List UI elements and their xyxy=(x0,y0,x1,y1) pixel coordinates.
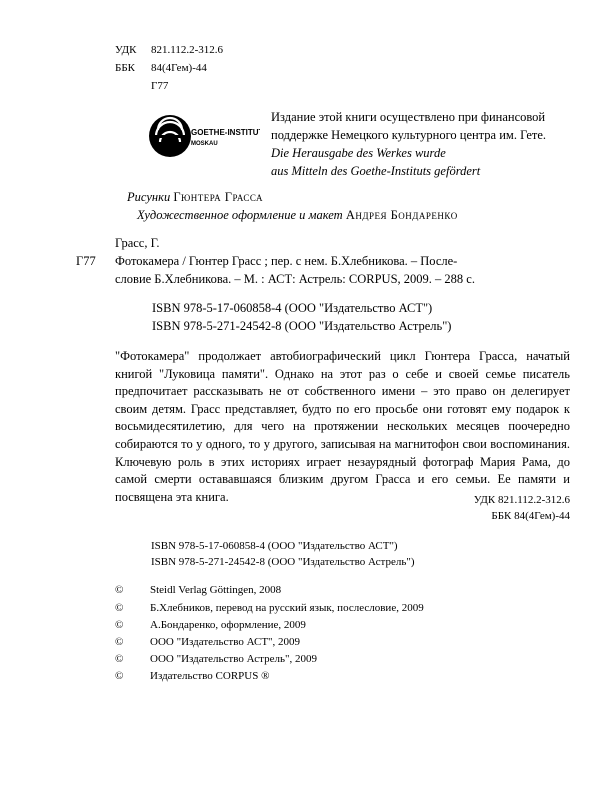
funding-line-4: aus Mitteln des Goethe-Instituts gefördert xyxy=(271,164,481,178)
record-isbn-1: ISBN 978-5-17-060858-4 (ООО "Издательство АСТ") xyxy=(152,301,433,315)
design-credit xyxy=(137,208,458,223)
annotation-paragraph: "Фотокамера" продолжает автобиографический цикл Гюнтера Грасса, начатый книгой "Луковица памяти". Однако на этот раз о себе и своей семье писатель предпочитает рассказывать не от собственного имени – это право он делегирует своим детям. Грасс представляет, будто по его просьбе они готовят ему подарок к восьмидесятилетию, для чего на протяжении нескольких месяцев поочередно собираются то у одного, то у другого, записывая на магнитофон свои воспоминания. Ключевую роль в этих историях играет незаурядный фотограф Мария Рама, до самой смерти остававшаяся близким другом Грасса и его семьи. Ее памяти и посвящена эта книга. xyxy=(115,349,570,504)
record-isbn-2: ISBN 978-5-271-24542-8 (ООО "Издательство Астрель") xyxy=(152,319,452,333)
udk-label: УДК xyxy=(115,44,137,56)
copyright-text: Steidl Verlag Göttingen, 2008 xyxy=(150,584,282,596)
copyright-text: ООО "Издательство Астрель", 2009 xyxy=(150,653,317,665)
record-line-1: Фотокамера / Гюнтер Грасс ; пер. с нем. Б.Хлебникова. – После- xyxy=(115,254,458,268)
illustrations-prefix: Рисунки xyxy=(127,190,171,204)
copyright-line xyxy=(115,636,300,648)
footer-isbn-2: ISBN 978-5-271-24542-8 (ООО "Издательство Астрель") xyxy=(151,556,415,568)
udk-value: 821.112.2-312.6 xyxy=(151,44,224,56)
copyright-icon: © xyxy=(115,602,124,614)
copyright-icon: © xyxy=(115,584,124,596)
funding-line-2: поддержке Немецкого культурного центра им. Гете. xyxy=(271,128,547,142)
logo-text-top: GOETHE-INSTITUT xyxy=(191,128,260,137)
copyright-line xyxy=(115,602,424,614)
design-name: Андрея Бондаренко xyxy=(345,208,458,222)
record-mark: Г77 xyxy=(76,254,96,268)
design-prefix: Художественное оформление и макет xyxy=(137,208,343,222)
author-mark: Г77 xyxy=(151,80,169,92)
copyright-text: А.Бондаренко, оформление, 2009 xyxy=(150,619,306,631)
copyright-text: ООО "Издательство АСТ", 2009 xyxy=(150,636,301,648)
funding-line-1: Издание этой книги осуществлено при финансовой xyxy=(271,110,546,124)
goethe-logo-icon xyxy=(148,108,260,164)
copyright-line xyxy=(115,670,269,682)
footer-bbk: ББК 84(4Гем)-44 xyxy=(491,510,570,522)
copyright-line xyxy=(115,619,306,631)
copyright-text: Издательство CORPUS ® xyxy=(150,670,270,682)
goethe-institut-logo xyxy=(148,108,260,164)
illustrations-credit xyxy=(127,190,263,205)
footer-isbn-1: ISBN 978-5-17-060858-4 (ООО "Издательство АСТ") xyxy=(151,540,398,552)
illustrations-name: Гюнтера Грасса xyxy=(173,190,263,204)
udk-line xyxy=(115,44,223,56)
copyright-icon: © xyxy=(115,619,124,631)
copyright-icon: © xyxy=(115,653,124,665)
logo-text-bottom: MOSKAU xyxy=(191,141,218,147)
copyright-icon: © xyxy=(115,670,124,682)
copyright-line xyxy=(115,584,281,596)
bbk-label: ББК xyxy=(115,62,135,74)
copyright-text: Б.Хлебников, перевод на русский язык, послесловие, 2009 xyxy=(150,602,424,614)
bbk-line xyxy=(115,62,207,74)
bbk-value: 84(4Гем)-44 xyxy=(151,62,207,74)
funding-line-3: Die Herausgabe des Werkes wurde xyxy=(271,146,446,160)
record-line-2: словие Б.Хлебникова. – М. : АСТ: Астрель: CORPUS, 2009. – 288 с. xyxy=(115,272,475,286)
author-heading: Грасс, Г. xyxy=(115,236,160,250)
footer-udk: УДК 821.112.2-312.6 xyxy=(473,494,570,506)
copyright-icon: © xyxy=(115,636,124,648)
copyright-line xyxy=(115,653,317,665)
